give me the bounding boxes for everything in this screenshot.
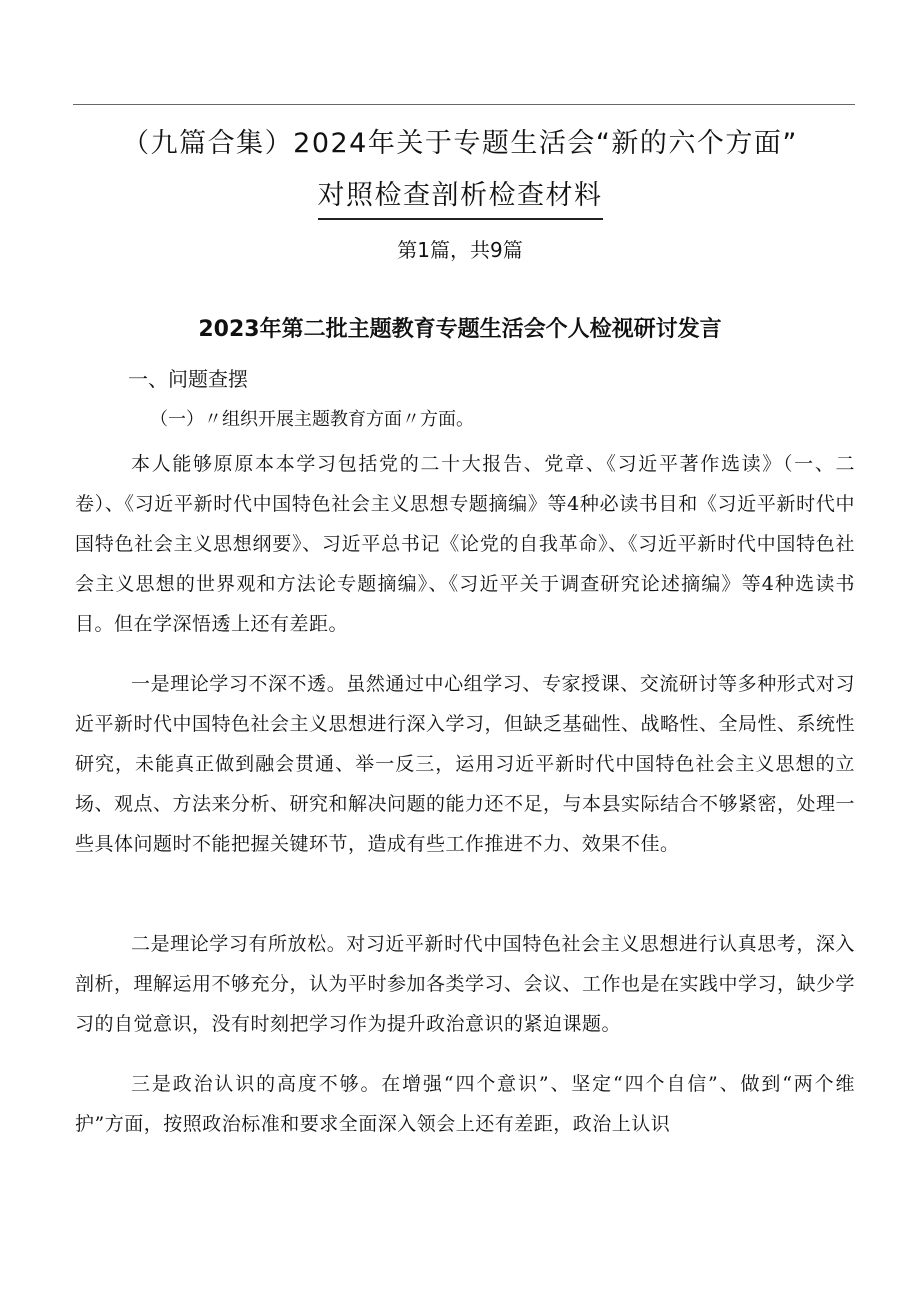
document-title [40,118,880,222]
paragraph-point-three: 三是政治认识的高度不够。在增强“四个意识”、坚定“四个自信”、做到“两个维护”方面，按照政治标准和要求全面深入领会上还有差距，政治上认识 [75,1073,855,1135]
document-title-line-1: （九篇合集）2024年关于专题生活会“新的六个方面” [122,128,798,159]
part-indicator: 第1篇，共9篇 [397,238,523,262]
paragraph-point-one: 一是理论学习不深不透。虽然通过中心组学习、专家授课、交流研讨等多种形式对习近平新时代中国特色社会主义思想进行深入学习，但缺乏基础性、战略性、全局性、系统性研究，未能真正做到融会贯通、举一反三，运用习近平新时代中国特色社会主义思想的立场、观点、方法来分析、研究和解决问题的能力还不足，与本县实际结合不够紧密，处理一些具体问题时不能把握关键环节，造成有些工作推进不力、效果不佳。 [75,673,856,855]
section-title: 2023年第二批主题教育专题生活会个人检视研讨发言 [198,317,722,342]
document-title-line-2: 对照检查剖析检查材料 [318,174,603,220]
heading-problem-review: 一、问题查摆 [128,367,248,391]
heading-theme-education-aspect: （一）〃组织开展主题教育方面〃方面。 [150,409,474,430]
paragraph-point-two: 二是理论学习有所放松。对习近平新时代中国特色社会主义思想进行认真思考，深入剖析，理解运用不够充分，认为平时参加各类学习、会议、工作也是在实践中学习，缺少学习的自觉意识，没有时刻把学习作为提升政治意识的紧迫课题。 [75,933,856,1035]
paragraph-study-overview: 本人能够原原本本学习包括党的二十大报告、党章、《习近平著作选读》（一、二卷）、《习近平新时代中国特色社会主义思想专题摘编》等4种必读书目和《习近平新时代中国特色社会主义思想纲要》、习近平总书记《论党的自我革命》、《习近平新时代中国特色社会主义思想的世界观和方法论专题摘编》、《习近平关于调查研究论述摘编》等4种选读书目。但在学深悟透上还有差距。 [75,453,855,635]
top-divider-line [73,104,855,105]
